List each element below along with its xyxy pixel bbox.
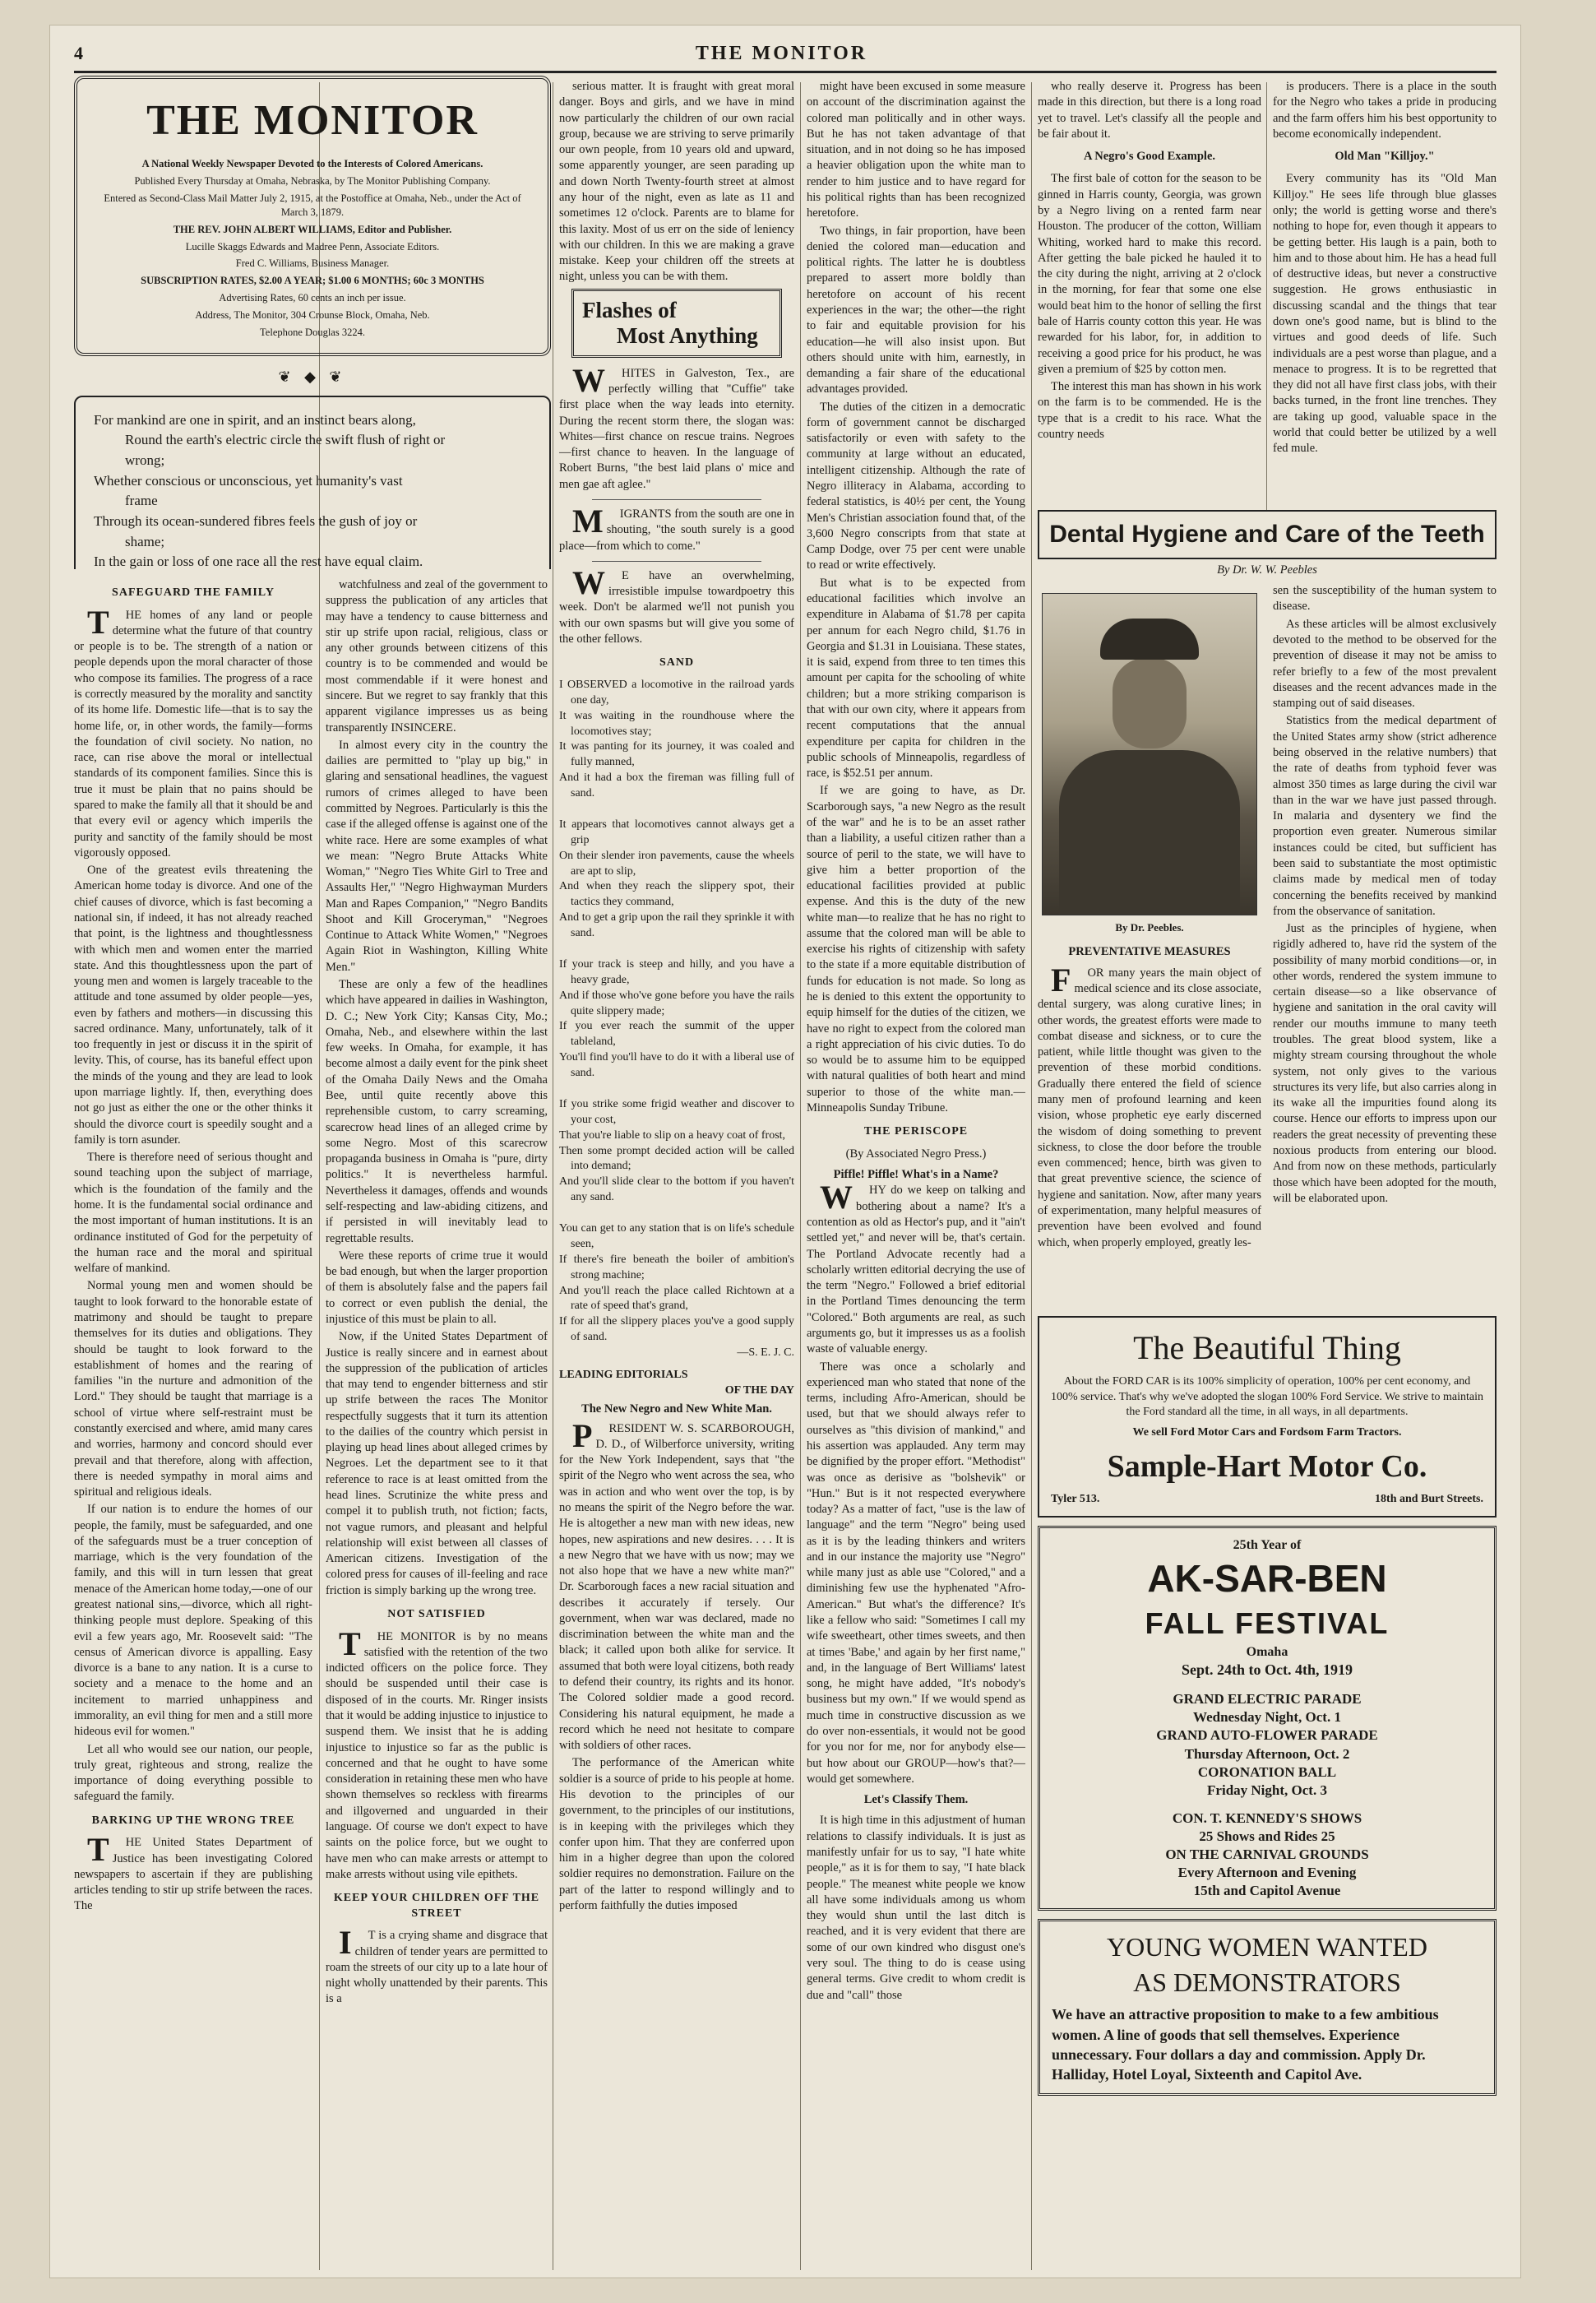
headline-classify: Let's Classify Them. [863,1793,969,1807]
masthead-line: Advertising Rates, 60 cents an inch per issue. [219,292,406,304]
poem-line: For mankind are one in spirit, and an instinct bears along, [94,411,416,428]
ad-ford [1038,1316,1497,1518]
column-rule [1266,82,1267,510]
divider [592,561,761,562]
verse-line: On their slender iron pavements, cause the wheels are apt to slip, [559,849,794,878]
article-paragraph: But what is to be expected from educational facilities which involve an expenditure in Alabama of $1.78 per capita per annum for each Negro child, $1.76 in Georgia and $1.31 in Louisiana. These states, it is said, expend from three to ten times this amount per capita for the schooling of white children; but a more striking comparison is that with our own city, where it appears from recent computations that the annual expenditure per capita for children in the public schools of Minneapolis, regardless of race, is $52.51 per annum. [807,576,1025,781]
ad-line: Friday Night, Oct. 3 [1207,1782,1327,1798]
dental-col-left [1038,583,1261,1253]
verse-line: Then some prompt decided action will be called into demand; [559,1144,794,1173]
headline-not-satisfied: NOT SATISFIED [387,1608,486,1620]
article-paragraph: WE have an overwhelming, irresistible impulse towardpoetry this week. Don't be alarmed we'll not punish you with our own spasms but will give you some of the other fellows. [559,563,794,646]
article-paragraph: Normal young men and women should be taught to look forward to the honorable estate of matrimony and should be taught to prepare themselves for its duties and obligations. They should be taught to look forward to the establishment of homes and the rearing of families "in the nurture and admonition of the Lord." They should be taught that marriage is a school of virtue where self-restraint must be constantly exercised and where, amid many cares and worries, harmony and concord should ever prevail and that therefore, along with affection, there is needed sympathy in moral aims and spiritual and religious ideals. [74,1279,312,1499]
verse-signature: —S. E. J. C. [737,1346,794,1360]
verse-line: And when they reach the slippery spot, their tactics they command, [559,880,794,909]
verse-line: It was waiting in the roundhouse where the locomotives stay; [559,709,794,738]
article-paragraph: sen the susceptibility of the human system to disease. [1273,584,1497,614]
ad-line: Wednesday Night, Oct. 1 [1193,1709,1341,1726]
article-paragraph: Statistics from the medical department of the United States army show (strict adherence being observed in the relative numbers) that the rate of deaths from typhoid fever was almost 350 times as large during the civil war than in the war we have just passed through. In malaria and dysentery we find the proportion even greater. Numerous similar instances could be cited, but sufficient has been said to substantiate the most optimistic claims made by medical men of today concerning the benefits received by mankind from the observance of sanitation. [1273,714,1497,918]
article-paragraph: THE United States Department of Justice has been investigating Colored newspapers to ascertain if they are publishing articles tending to stir up strife between the races. The [74,1831,312,1913]
ad-line: 25 Shows and Rides 25 [1199,1828,1335,1844]
masthead-line: Address, The Monitor, 304 Crounse Block, Omaha, Neb. [195,309,430,322]
masthead-line: THE REV. JOHN ALBERT WILLIAMS, Editor and Publisher. [173,223,452,235]
ad-women-wanted [1038,1919,1497,2095]
ad-aksarben-festival: FALL FESTIVAL [1145,1606,1390,1641]
verse-line: And you'll slide clear to the bottom if you haven't any sand. [559,1175,794,1204]
poem-line: Through its ocean-sundered fibres feels the gush of joy or [94,512,418,529]
article-paragraph: watchfulness and zeal of the government to suppress the publication of any articles that may have a tendency to cause bitterness and stir up strife upon racial, religious, class or any other grounds between citizens of this country is to be commended and would be most commendable if it were honest and sincere. But we regret to say frankly that this apparent vigilance impresses us as being transparently INSINCERE. [326,578,548,734]
poem-line: wrong; [125,452,165,468]
ad-line: Every Afternoon and Evening [1177,1865,1357,1881]
column-4 [807,79,1025,2272]
ad-ford-text: We sell Ford Motor Cars and Fordsom Farm Tractors. [1132,1426,1402,1439]
headline-sand: SAND [659,656,695,670]
article-paragraph: Two things, in fair proportion, have been denied the colored man—education and political rights. The latter he is doubtless prepared to assert more boldly than heretofore on account of his recent experiences in the war; the other—the right to fair and equitable provision for his education—he will also insist upon. But others should unite with him, earnestly, in demanding a fair share of the educational advantages provided. [807,224,1025,396]
ads-column [1038,1316,1497,2270]
masthead-title: THE MONITOR [146,97,479,144]
article-paragraph: Every community has its "Old Man Killjoy." He sees life through blue glasses only; the world is getting worse and there's nothing to hope for, even though it appears to be getting better. His laugh is a pain, both to him and to those about him. He has a head full of destructive ideas, but never a constructive suggestion. He grows enthusiastic in discussing scandal and the things that tear down one's good name, but is blind to the virtues and good deeds of life. Such individuals are a pest worse than plague, and a menace to progress. It is to be regretted that they did not all have first class jobs, with their backs turned, in the front line trenches. They are taking up good, valuable space in the world that could better be utilized by a well fed mule. [1273,172,1497,456]
photo-face [1113,658,1187,748]
article-paragraph: If our nation is to endure the homes of our people, the family, must be safeguarded, and one of the safeguards must be a truer conception of marriage, which is the very foundation of the family, and this will in turn lessen that great menace of the American home today,—one of our greatest national sins,—divorce, which all right-thinking people must deplore. Speaking of this evil a few years ago, Mr. Roosevelt said: "The census of American divorce is appalling. Easy divorce is a bane to any nation. It is a curse to society and a menace to the home and an incitement to married unhappiness and immorality, an evil thing for men and a still more hideous evil for women." [74,1503,312,1739]
flashes-heading [571,289,782,358]
article-paragraph: These are only a few of the headlines which have appeared in dailies in Washington, D. C.; New York City; Kansas City, Mo.; Omaha, Neb., and elsewhere within the last few weeks. In Omaha, for example, it has become almost a daily event for the pink sheet of the Omaha Daily News and the Omaha Bee, until quite recently above this reprehensible custom, to carry screaming, scarecrow head lines of an alleged crime by some Negro. Most of this scarecrow propaganda business in Omaha is "pure, dirty politics." It is nevertheless harmful. Nevertheless it damages, offends and wounds self-respecting and law-abiding citizens, and if persisted in will inevitably lead to regrettable results. [326,978,548,1245]
ad-line: CORONATION BALL [1197,1763,1337,1780]
article-paragraph: WHITES in Galveston, Tex., are perfectly willing that "Cuffie" take first place when the way leads into eternity. During the recent storm there, the slogan was: Whites—first chance on rescue trains. Negroes—first chance to heaven. In the language of Robert Burns, "the best laid plans o' mice and men gae aft aglee." [559,361,794,491]
column-3 [559,79,794,2272]
masthead-line: A National Weekly Newspaper Devoted to the Interests of Colored Americans. [141,158,483,170]
poem-line: In the gain or loss of one race all the rest have equal claim. [94,554,423,569]
masthead-line: SUBSCRIPTION RATES, $2.00 A YEAR; $1.00 6 MONTHS; 60c 3 MONTHS [141,275,484,287]
article-paragraph: The performance of the American white soldier is a source of pride to his people at home. His devotion to the principles of our government, to the principles of our institutions, is in keeping with the privileges which they confer upon him. That they are conferred upon him in a higher degree than upon the colored soldier requires no demonstration. Failure on the part of the latter to respond willingly and to perform faithfully the duties imposed [559,1756,794,1912]
article-paragraph: THE homes of any land or people determine what the future of that country or people is to be. The strength of a nation or people depends upon the moral character of those who compose its families. The progress of a race is correctly measured by the morality and sanctity of its home life. Domestic life—that is to say the home life, or, in other words, the family—forms the foundation of civil society. No nation, no race, can rise above the moral or intellectual standards of its component families. Since this is true it must be plain that no pains should be spared to make the family all that it should be and that every evil or agency which imperils the purity and sanctity of the family should be most vigorously opposed. [74,603,312,860]
dental-col-right [1273,583,1497,1253]
article-paragraph: The duties of the citizen in a democratic form of government cannot be discharged satisfactorily or even with safety to the community at large without an educated, intelligent citizenship. Although the rate of Negro illiteracy in Alabama, according to federal statistics, is 40½ per cent, the Young Men's Christian association found that, of the 3,600 Negro conscripts from that state at Camp Dodge, over 75 per cent were unable to read or write effectively. [807,400,1025,572]
headline-keep-children: KEEP YOUR CHILDREN OFF THE STREET [333,1892,540,1920]
divider [592,499,761,500]
column-6 [1273,79,1497,507]
masthead [74,76,551,356]
verse-line: And to get a grip upon the rail they sprinkle it with sand. [559,911,794,940]
ad-aksarben-events [1052,1690,1483,1800]
verse-line: If your track is steep and hilly, and you have a heavy grade, [559,957,794,986]
article-paragraph: As these articles will be almost exclusively devoted to the method to be observed for the prevention of disease it may not be amiss to refer briefly to a few of the most prevalent diseases and the recent advances made in the stamping out of said diseases. [1273,617,1497,711]
article-paragraph: IT is a crying shame and disgrace that children of tender years are permitted to roam the streets of our city up to a late hour of night wholly unattended by their parents. This is a [326,1924,548,2006]
article-paragraph: who really deserve it. Progress has been made in this direction, but there is a long road yet to travel. Let's classify all the people and be fair about it. [1038,80,1261,141]
article-paragraph: WHY do we keep on talking and bothering about a name? It's a contention as old as Hector's pup, and it "ain't settled yet," and never will be, that's certain. The Portland Advocate recently had a scholarly written editorial decrying the use of the term "Negro." Followed a brief editorial in the Portland Times denouncing the term "Colored." Both arguments are real, as such arguments go, but it impresses us as a foolish waste of valuable energy. [807,1179,1025,1356]
ad-women-title: AS DEMONSTRATORS [1133,1967,1401,1997]
article-paragraph: One of the greatest evils threatening the American home today is divorce. And one of the chief causes of divorce, which is fast becoming a national sin, if indeed, it has not already reached that point, is the lightness and thoughtlessness with which men and women enter the married state. And this thoughtlessness upon the part of young men and women is largely traceable to the attitude and tone assumed by older people—yes, even by fathers and mothers—in discussing this sacred ordinance. Many, unfortunately, talk of it too frequently in jest or discuss it in the spirit of levity. This, of course, has its baneful effect upon the minds of the young and they are lead to look upon marriage lightly. If, then, everything does not go just as either the one or the other thinks it should the divorce court is speedily sought and a family is torn asunder. [74,864,312,1147]
portrait-photo [1042,593,1257,915]
verse-line: If you strike some frigid weather and discover to your cost, [559,1097,794,1126]
headline-killjoy: Old Man "Killjoy." [1335,150,1435,164]
ad-ford-address: 18th and Burt Streets. [1375,1493,1483,1506]
masthead-line: Published Every Thursday at Omaha, Nebraska, by The Monitor Publishing Company. [134,175,491,188]
verse-line: You can get to any station that is on life's schedule seen, [559,1222,794,1250]
running-head [74,36,1497,73]
dental-headline: Dental Hygiene and Care of the Teeth [1038,510,1497,559]
headline-line: LEADING EDITORIALS [559,1369,688,1382]
page-number: 4 [74,43,83,63]
photo-cap [1100,619,1199,660]
photo-caption: By Dr. Peebles. [1115,921,1184,934]
running-head-title: THE MONITOR [695,42,868,64]
ad-line: GRAND ELECTRIC PARADE [1173,1691,1362,1708]
verse-line: And if those who've gone before you have the rails quite slippery made; [559,989,794,1017]
verse-line: And you'll reach the place called Richtown at a rate of speed that's grand, [559,1284,794,1313]
ad-line: Sept. 24th to Oct. 4th, 1919 [1182,1661,1353,1679]
masthead-line: Fred C. Williams, Business Manager. [235,257,390,270]
article-paragraph: serious matter. It is fraught with great moral danger. Boys and girls, and we have in mind now particularly the children of our own racial group, because we are striving to serve primarily our own people, from 10 years old and upward, some apparently younger, are seen parading up and down North Twenty-fourth street at almost any hour of the night, even as late as 11 and sometimes 12 o'clock. Parents are to blame for this laxity. Most of us err on the side of leniency with our children. In this we are making a grave mistake. Keep your children off the streets at night, unless you can be with them. [559,80,794,284]
article-paragraph: The interest this man has shown in his work on the farm is to be commended. He is the type that is a credit to his race. What the country needs [1038,380,1261,441]
ad-line: Thursday Afternoon, Oct. 2 [1184,1745,1350,1762]
column-1 [74,577,312,2272]
masthead-line: Entered as Second-Class Mail Matter July 2, 1915, at the Postoffice at Omaha, Neb., under the Act of March 3, 1879. [104,192,521,218]
article-paragraph: In almost every city in the country the dailies are permitted to "play up big," in glaring and sensational headlines, the vaguest rumors of crimes alleged to have been committed by Negroes. Particularly is this the case if the alleged offense is against one of the white race. Here are some examples of what we mean: "Negro Brute Attacks White Woman," "Negro Ties White Girl to Tree and Assaults Her," "Negro Highwayman Murders Man and Rapes Companion," "Negro Bandits Shoot and Kill Groceryman," "Negroes Continue to Attack White Women," "Negroes Again Riot in Washington, Killing White Men." [326,738,548,974]
headline-periscope: THE PERISCOPE [863,1125,969,1138]
verse-line: It was panting for its journey, it was coaled and fully manned, [559,740,794,769]
poem-line: Round the earth's electric circle the swift flush of right or [125,432,446,448]
verse-line: If for all the slippery places you've a good supply of sand. [559,1315,794,1344]
article-paragraph: It is high time in this adjustment of human relations to classify individuals. It is just as manifestly unfair for us to say, "I hate white people," as it is for them to say, "I hate black people." The meanest white people we know all have some individuals among us whom they would shun until the last ditch is reached, and it is very evident that there are some of our own kindred who disgust one's very soul. The thing to do is cease using general terms. Give credit to whom credit is due and "call" those [807,1814,1025,2002]
ad-ford-company: Sample-Hart Motor Co. [1107,1448,1427,1484]
masthead-line: Telephone Douglas 3224. [260,326,365,338]
dental-byline: By Dr. W. W. Peebles [1217,563,1317,577]
article-paragraph: might have been excused in some measure on account of the discrimination against the colored man politically and in other ways. But he has not taken advantage of that situation, and in not doing so he has imposed a heavier obligation upon the white man to render to him justice and to have regard for his political rights than has been recognized heretofore. [807,80,1025,220]
article-paragraph: Now, if the United States Department of Justice is really sincere and in earnest about the suppression of the publication of articles that may tend to engender bitterness and stir up strife between the races The Monitor respectfully suggests that it turn its attention to the dailies of the country which persist in playing up head lines about alleged crimes by Negroes. Let the department see to it that reference to race is at least omitted from the head lines. Scrutinize the white press and compel it to publish truth, not fiction; facts, not vague rumors, and pleasant and helpful relationship will exist between all classes of American citizens. Investigation of the colored press for causes of ill-feeling and race friction is simply barking up the wrong tree. [326,1330,548,1597]
headline-safeguard: SAFEGUARD THE FAMILY [112,586,275,599]
article-paragraph: is producers. There is a place in the south for the Negro who takes a pride in producing and the farm offers him his best opportunity to become economically independent. [1273,80,1497,141]
ad-ford-phone: Tyler 513. [1051,1493,1100,1506]
article-paragraph: MIGRANTS from the south are one in shouting, "the south surely is a good place—from which to come." [559,503,794,553]
ad-line: GRAND AUTO-FLOWER PARADE [1156,1727,1378,1744]
verse-line: And it had a box the fireman was filling full of sand. [559,772,794,800]
newspaper-page [49,25,1521,2278]
poem-box [74,396,551,569]
article-paragraph: PRESIDENT W. S. SCARBOROUGH, D. D., of Wilberforce university, writing for the New York Independent, says that "the spirit of the Negro who went across the sea, who was in action and who went over the top, is by no means the spirit of the Negro before the war. He is altogether a new man with new ideas, new hopes, new aspirations and new desires. . . . It is a new Negro that we have with us now; may we not also hope that we have a new white man?" Dr. Scarborough faces a new racial situation and describes it accurately if tersely. Our government, when war was declared, made no discrimination between the white man and the black; it called upon both alike for service. It assumed that both were loyal citizens, both ready to defend their country, its rights and its honor. The Colored soldier made a good record. Considering his natural equipment, he made a record which he need not hesitate to compare with soldiers of other races. [559,1416,794,1753]
ad-ford-title: The Beautiful Thing [1133,1329,1401,1366]
article-paragraph: Just as the principles of hygiene, when rigidly adhered to, have rid the system of the possibility of many morbid conditions—or, in other words, rendered the system immune to certain disease—so a like observance of hygiene and sanitation in the oral cavity will render our mouths immune to many teeth troubles. The great blood system, like a mighty stream coursing throughout the whole system, not only gives to the various structures its very life, but also carries along in its wake all the impurities found along its course. Hence our efforts to impress upon our readers the great necessity of preventing these noxious products from entering our blood. And from now on these methods, particularly those which have been adopted for the mouth, will be elaborated upon. [1273,922,1497,1205]
headline-barking: BARKING UP THE WRONG TREE [91,1814,295,1827]
ad-line: Omaha [1246,1645,1288,1660]
headline-preventative: PREVENTATIVE MEASURES [1068,945,1231,959]
article-paragraph: There is therefore need of serious thought and sound teaching upon the subject of marriage, which is the foundation of the family and the home. It is the fundamental social ordinance and the most important of human institutions. It is an ordinance instituted of God for the perpetuity of the human race and the moral and spiritual welfare of mankind. [74,1151,312,1276]
article-paragraph: There was once a scholarly and experienced man who stated that none of the terms, including Afro-American, should be used, but that we should always refer to ourselves as "this division of mankind," and his assertion was applauded. Any term may be dignified by the proper effort. "Methodist" was once as derisive as "bolshevik" or "Hun." But is it not respected everywhere today? As a matter of fact, "use is the law of language" and the term "Negro" being used as it is by the leading thinkers and writers and in our instance the majority use "Negro" while many just as able use "Colored," and a diminishing few use the hyphenated "Afro-American." But what's the difference? It's like a fellow who said: "Sometimes I call my wife sweetheart, other times sweets, and then at times 'Babe,' and again by her first name," and, in the language of Bert Williams' latest song, he might have added, "It's nobody's business but my own." If we would spend as much time in constructive discussion as we do over non-essentials, it would not be good for you nor for me, nor for anybody else—but how about our GROUP—how's that?—would get somewhere. [807,1360,1025,1786]
dental-section [1038,510,1497,1308]
headline-new-negro: The New Negro and New White Man. [581,1402,772,1416]
verse-line: It appears that locomotives cannot always get a grip [559,818,794,846]
ad-line: 25th Year of [1233,1537,1302,1552]
flashes-line: Most Anything [617,322,758,348]
verse-line: That you're liable to slip on a heavy coat of frost, [559,1128,786,1142]
masthead-area [74,76,551,569]
ad-line: CON. T. KENNEDY'S SHOWS [1172,1810,1362,1826]
headline-piffle: Piffle! Piffle! What's in a Name? [833,1168,999,1182]
article-paragraph: THE MONITOR is by no means satisfied with the retention of the two indicted officers on the police force. They should be suspended until their case is disposed of in the courts. Mr. Ringer insists that it would be adding injustice to injustice to suspend them. We insist that he is adding injustice to injustice so far as the public is concerned and that he ought to have some consideration in retaining these men who have shown themselves so reckless with firearms and illgoverned and unguarded in their language. Of course we don't expect to have saints on the police force, but we ought to have men who can make arrests or attempt to make arrests without using vile epithets. [326,1624,548,1881]
headline-line: OF THE DAY [724,1383,794,1397]
poem-line: frame [125,493,158,509]
article-paragraph: Let all who would see our nation, our people, truly great, righteous and strong, realize the importance of doing everything possible to safeguard the family. [74,1742,312,1804]
poem-line: shame; [125,533,165,549]
masthead-line: Lucille Skaggs Edwards and Madree Penn, Associate Editors. [185,240,440,253]
flashes-line: Flashes of [582,297,677,322]
headline-leading-editorials [559,1368,794,1398]
photo-figure [1059,750,1240,915]
ad-women-body: We have an attractive proposition to make to a few ambitious women. A line of goods that sell themselves. Experience unnecessary. Four dollars a day and commission. Apply Dr. Halliday, Hotel Loyal, Sixteenth and Capitol Ave. [1052,2006,1439,2083]
article-paragraph: FOR many years the main object of medical science and its close associate, dental surgery, was along curative lines; in other words, the greatest efforts were made to combat disease and sickness, or to cure the patient, while little thought was given to the prevention of these morbid conditions. Gradually there entered the field of science many men of profound learning and keen vision, whose prophetic eye early discerned the wisdom of doing something to prevent sickness, to close the door before the trouble even commenced; hence, birth was given to that great preventive science, the science of hygiene and sanitation. Now, after many years of experimentation, many helpful measures of prevention have been evolved and found which, when properly employed, greatly les- [1038,961,1261,1249]
ad-women-title: YOUNG WOMEN WANTED [1107,1932,1427,1962]
verse-line: If you ever reach the summit of the upper tableland, [559,1020,794,1049]
ad-aksarben-shows [1052,1810,1483,1900]
headline-good-example: A Negro's Good Example. [1083,150,1216,164]
periscope-subtitle: (By Associated Negro Press.) [845,1147,987,1161]
column-rule [800,82,801,2270]
ad-ford-text: About the FORD CAR is its 100% simplicity of operation, 100% per cent economy, and 100% service. That's why we've adopted the slogan 100% Ford Service. We strive to maintain the Ford standard all the time, in all ways, in all departments. [1051,1375,1483,1419]
ad-aksarben-name: AK-SAR-BEN [1147,1557,1387,1601]
article-paragraph: Were these reports of crime true it would be bad enough, but when the larger proportion of them is absolutely false and the papers fail to correct or even publish the denial, the injustice of this must be plain to all. [326,1249,548,1326]
poem-sand [559,678,794,1361]
ad-aksarben [1038,1526,1497,1911]
article-paragraph: The first bale of cotton for the season to be ginned in Harris county, Georgia, was grown by a Negro living on a rented farm near Houston. The producer of the cotton, William Whiting, worked hard to make this record. After getting the bale picked he hauled it to the city during the night, arriving at 2 o'clock in the morning, for fear that some one else would beat him to the honor of selling the first bale of Harris county cotton this year. He was rewarded for his labor, for, in addition to receiving a good price for his product, he was given a premium of $25 by cotton men. [1038,172,1261,376]
column-2 [326,577,548,2272]
column-rule [1031,82,1032,2270]
article-paragraph: If we are going to have, as Dr. Scarborough says, "a new Negro as the result of the war" and he is to be an asset rather than a liability, a useful citizen rather than a source of peril to the state, we will have to give him a better proportion of the educational facilities provided at public expense. And this is the duty of the new white man—to realize that he has no right to assume that the colored man will be able to exercise his rights of citizenship with safety to the state if a more equitable distribution of funds for education is not made. So long as he is denied to this extent the opportunity to equip himself for the duties of the citizen, we have no right to expect from the colored man a right appreciation of his civic duties. To do so would be to assume him to be equipped with natural qualities of both heart and mind superior to those of the white man.—Minneapolis Sunday Tribune. [807,784,1025,1114]
verse-line: If there's fire beneath the boiler of ambition's strong machine; [559,1253,794,1281]
poem-line: Whether conscious or unconscious, yet humanity's vast [94,472,403,489]
verse-line: I OBSERVED a locomotive in the railroad yards one day, [559,678,794,707]
verse-line: You'll find you'll have to do it with a liberal use of sand. [559,1051,794,1080]
ornament-divider: ❦ ◆ ❦ [278,368,347,385]
ad-line: ON THE CARNIVAL GROUNDS [1165,1847,1369,1863]
ad-line: 15th and Capitol Avenue [1193,1883,1341,1899]
column-5 [1038,79,1261,507]
